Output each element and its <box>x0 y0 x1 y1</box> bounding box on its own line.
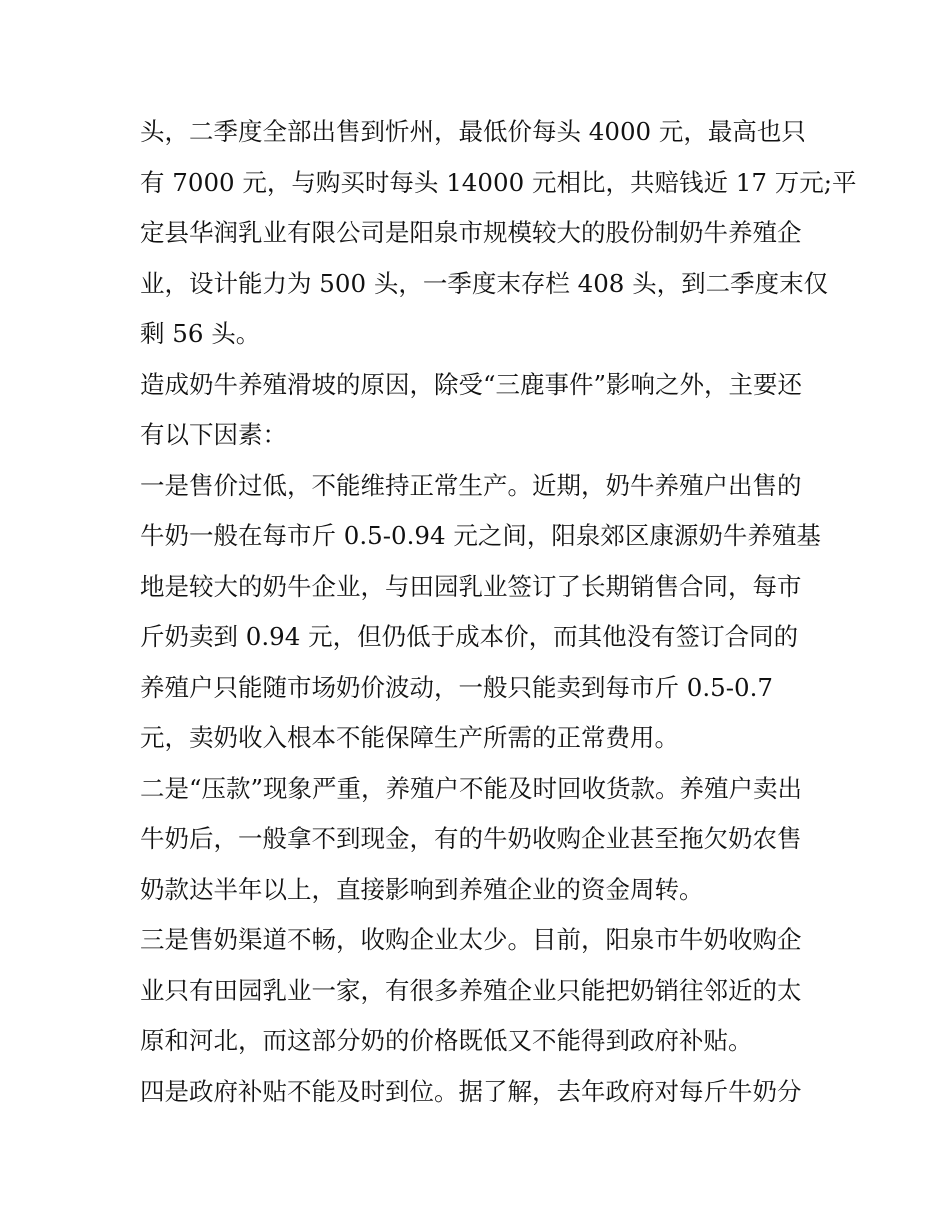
text-line: 定县华润乳业有限公司是阳泉市规模较大的股份制奶牛养殖企 <box>140 218 802 247</box>
text-line: 四是政府补贴不能及时到位。据了解，去年政府对每斤牛奶分 <box>140 1076 802 1106</box>
text-line: 原和河北，而这部分奶的价格既低又不能得到政府补贴。 <box>140 1026 753 1055</box>
text-line: 养殖户只能随市场奶价波动，一般只能卖到每市斤 0.5-0.7 <box>140 672 773 702</box>
text-line: 二是“压款”现象严重，养殖户不能及时回收货款。养殖户卖出 <box>140 773 803 803</box>
text-line: 剩 56 头。 <box>140 319 261 348</box>
text-line: 头，二季度全部出售到忻州，最低价每头 4000 元，最高也只 <box>140 117 806 146</box>
text-line: 有以下因素： <box>140 420 287 449</box>
text-line: 造成奶牛养殖滑坡的原因，除受“三鹿事件”影响之外，主要还 <box>140 369 803 399</box>
text-line: 斤奶卖到 0.94 元，但仍低于成本价，而其他没有签订合同的 <box>140 622 799 651</box>
text-line: 地是较大的奶牛企业，与田园乳业签订了长期销售合同，每市 <box>140 571 802 601</box>
text-line: 三是售奶渠道不畅，收购企业太少。目前，阳泉市牛奶收购企 <box>140 925 802 954</box>
text-line: 业，设计能力为 500 头，一季度末存栏 408 头，到二季度末仅 <box>140 268 829 298</box>
body-text <box>140 107 857 1117</box>
text-line: 牛奶一般在每市斤 0.5-0.94 元之间，阳泉郊区康源奶牛养殖基 <box>140 521 821 550</box>
text-line: 元，卖奶收入根本不能保障生产所需的正常费用。 <box>140 723 679 752</box>
text-line: 有 7000 元，与购买时每头 14000 元相比，共赔钱近 17 万元;平 <box>140 167 857 197</box>
text-line: 业只有田园乳业一家，有很多养殖企业只能把奶销往邻近的太 <box>140 975 802 1005</box>
text-line: 一是售价过低，不能维持正常生产。近期，奶牛养殖户出售的 <box>140 470 802 500</box>
text-line: 牛奶后，一般拿不到现金，有的牛奶收购企业甚至拖欠奶农售 <box>140 824 802 853</box>
text-line: 奶款达半年以上，直接影响到养殖企业的资金周转。 <box>140 874 704 904</box>
